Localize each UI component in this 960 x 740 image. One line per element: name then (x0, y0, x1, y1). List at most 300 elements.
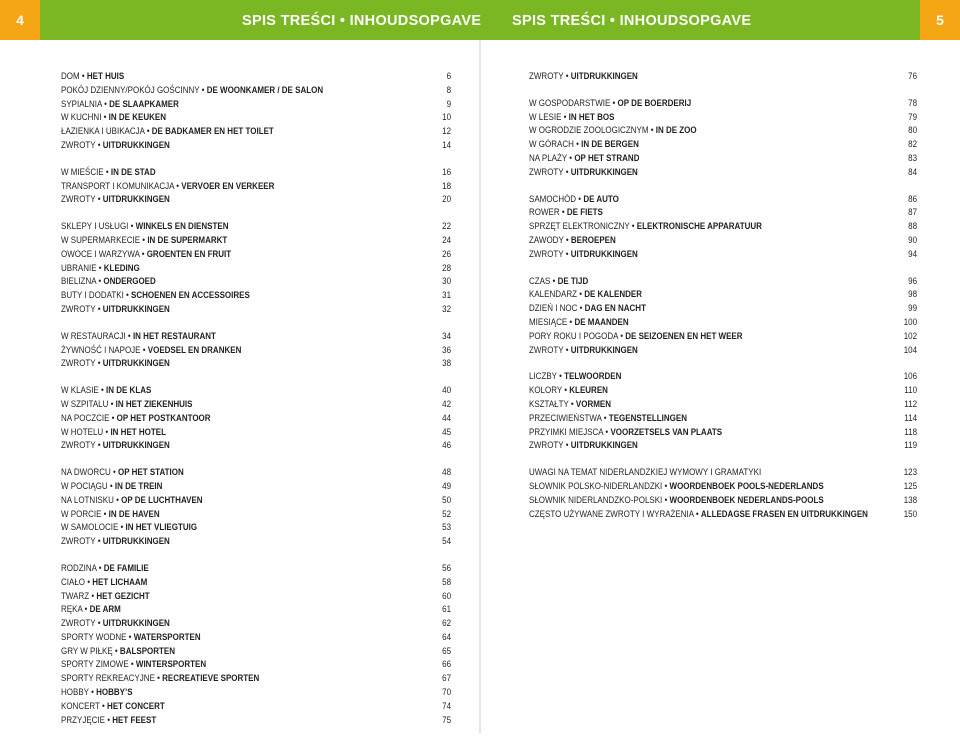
toc-entry-dutch: UITDRUKKINGEN (102, 618, 170, 629)
toc-entry-label (61, 234, 227, 248)
toc-entry-page: 86 (908, 193, 918, 204)
toc-entry-dutch: WOORDENBOEK NEDERLANDS-POOLS (669, 494, 824, 505)
toc-entry-label (529, 138, 639, 152)
toc-entry-page: 54 (442, 536, 452, 547)
toc-entry-dutch: IN HET ZIEKENHUIS (115, 398, 193, 409)
toc-entry[interactable] (61, 508, 451, 522)
toc-entry-dutch: OP HET STATION (118, 467, 184, 478)
toc-entry-label (61, 466, 184, 480)
toc-entry[interactable] (61, 166, 451, 180)
toc-entry[interactable] (61, 180, 451, 194)
toc-entry[interactable] (61, 686, 451, 700)
toc-entry-page: 66 (442, 659, 452, 670)
toc-entry-label (61, 426, 166, 440)
toc-entry-page: 9 (446, 98, 452, 109)
toc-entry-dutch: DE SEIZOENEN EN HET WEER (625, 330, 743, 341)
toc-entry[interactable] (529, 70, 917, 84)
toc-entry-page: 119 (904, 440, 918, 451)
toc-entry[interactable] (61, 111, 451, 125)
toc-entry[interactable] (61, 193, 451, 207)
toc-entry[interactable] (529, 494, 917, 508)
toc-entry-page: 34 (442, 330, 452, 341)
toc-entry-page: 75 (442, 714, 452, 725)
toc-entry-polish: NA LOTNISKU • (61, 494, 122, 505)
toc-entry-label (61, 275, 156, 289)
toc-entry-label (61, 166, 156, 180)
toc-entry-label (61, 562, 149, 576)
toc-entry-dutch: IN DE TREIN (114, 480, 163, 491)
toc-entry-page: 83 (908, 152, 918, 163)
toc-entry-page: 10 (442, 112, 452, 123)
toc-group (529, 97, 917, 180)
toc-entry-label (61, 494, 203, 508)
toc-entry-page: 50 (442, 494, 452, 505)
toc-entry-page: 104 (903, 344, 918, 355)
toc-entry-page: 70 (442, 687, 452, 698)
toc-entry-polish: ZWROTY • (529, 71, 571, 81)
toc-entry-polish: SYPIALNIA • (61, 98, 110, 109)
toc-entry-dutch: DE FIETS (566, 207, 603, 218)
toc-entry[interactable] (61, 412, 451, 426)
toc-entry-label (61, 590, 150, 604)
toc-entry-dutch: DE TIJD (557, 275, 589, 286)
toc-entry-dutch: BALSPORTEN (119, 645, 176, 656)
toc-entry-dutch: HET GEZICHT (96, 590, 150, 601)
toc-entry-polish: ZWROTY • (529, 166, 571, 177)
toc-entry-label (61, 439, 170, 453)
toc-entry-page: 53 (442, 522, 452, 533)
toc-group (529, 370, 917, 453)
toc-entry-page: 61 (442, 604, 452, 615)
toc-entry-page: 18 (442, 180, 452, 191)
toc-entry-page: 6 (446, 71, 452, 81)
toc-entry-page: 80 (908, 125, 918, 136)
toc-entry[interactable] (61, 139, 451, 153)
toc-entry-page: 48 (442, 467, 452, 478)
toc-entry[interactable] (529, 234, 917, 248)
toc-entry-label (529, 288, 642, 302)
toc-entry-page: 100 (903, 316, 918, 327)
toc-entry[interactable] (529, 275, 917, 289)
toc-entry-page: 114 (904, 412, 918, 423)
toc-entry-page: 79 (908, 111, 918, 122)
toc-entry-page: 82 (908, 139, 918, 150)
toc-entry-polish: SPORTY WODNE • (61, 631, 134, 642)
toc-entry-dutch: UITDRUKKINGEN (570, 440, 638, 451)
toc-entry-label (61, 508, 160, 522)
toc-entry[interactable] (529, 426, 917, 440)
toc-entry-label (529, 111, 614, 125)
toc-entry[interactable] (529, 97, 917, 111)
toc-entry[interactable] (61, 562, 451, 576)
toc-entry[interactable] (61, 631, 451, 645)
toc-entry[interactable] (529, 111, 917, 125)
toc-entry-dutch: DE WOONKAMER / DE SALON (206, 84, 324, 95)
header-bar (0, 0, 960, 40)
toc-entry-label (61, 384, 151, 398)
toc-entry-polish: PRZYIMKI MIEJSCA • (529, 426, 611, 437)
toc-entry-dutch: OP DE BOERDERIJ (617, 97, 692, 108)
toc-entry-polish: NA PLAŻY • (529, 152, 575, 163)
toc-entry-label (529, 494, 824, 508)
toc-entry-dutch: IN HET BOS (568, 111, 615, 122)
toc-entry-page: 76 (908, 71, 918, 81)
toc-entry[interactable] (529, 480, 917, 494)
toc-entry-label (61, 180, 274, 194)
toc-entry-page: 12 (442, 126, 452, 137)
toc-entry[interactable] (61, 672, 451, 686)
toc-entry[interactable] (61, 494, 451, 508)
toc-entry-label (529, 508, 868, 522)
toc-entry-polish: ŻYWNOŚĆ I NAPOJE • (61, 344, 148, 355)
toc-entry-page: 99 (908, 303, 918, 314)
toc-entry[interactable] (529, 412, 917, 426)
toc-entry[interactable] (529, 330, 917, 344)
right-page-title: SPIS TREŚCI • INHOUDSOPGAVE (512, 13, 752, 29)
toc-entry-dutch: KLEDING (103, 262, 140, 273)
toc-entry-page: 24 (442, 234, 452, 245)
toc-entry-dutch: IN DE STAD (110, 166, 156, 177)
toc-entry-dutch: UITDRUKKINGEN (570, 344, 638, 355)
toc-entry-page: 38 (442, 358, 452, 369)
toc-entry-polish: W SUPERMARKECIE • (61, 234, 148, 245)
toc-entry-label (61, 98, 179, 112)
toc-entry-polish: GRY W PIŁKĘ • (61, 645, 120, 656)
toc-entry[interactable] (61, 84, 451, 98)
toc-entry[interactable] (61, 275, 451, 289)
toc-entry-dutch: ONDERGOED (103, 276, 156, 287)
toc-entry[interactable] (61, 700, 451, 714)
toc-entry-polish: MIESIĄCE • (529, 316, 575, 327)
toc-entry-page: 32 (442, 303, 452, 314)
toc-entry-polish: RĘKA • (61, 604, 90, 615)
toc-entry[interactable] (61, 344, 451, 358)
toc-entry-page: 8 (446, 84, 452, 95)
toc-entry-polish: ZWROTY • (529, 344, 571, 355)
toc-entry-label (529, 302, 646, 316)
toc-entry-polish: ZAWODY • (529, 234, 571, 245)
toc-entry-polish: W MIEŚCIE • (61, 166, 111, 177)
toc-entry-dutch: DE ARM (89, 604, 121, 615)
toc-entry-label (529, 384, 608, 398)
toc-entry-polish: ZWROTY • (529, 248, 571, 259)
toc-entry-dutch: UITDRUKKINGEN (102, 194, 170, 205)
toc-entry-polish: ZWROTY • (61, 440, 103, 451)
toc-entry[interactable] (529, 344, 917, 358)
toc-group (61, 384, 451, 453)
toc-entry-dutch: TEGENSTELLINGEN (608, 412, 687, 423)
toc-entry[interactable] (529, 316, 917, 330)
toc-entry-label (529, 398, 611, 412)
toc-entry-polish: ŁAZIENKA I UBIKACJA • (61, 126, 152, 137)
toc-entry[interactable] (529, 124, 917, 138)
toc-entry-label (529, 97, 691, 111)
toc-entry[interactable] (61, 439, 451, 453)
toc-group (529, 466, 917, 521)
toc-entry-polish: W SZPITALU • (61, 398, 116, 409)
toc-group (529, 275, 917, 358)
toc-entry-dutch: OP DE LUCHTHAVEN (121, 494, 203, 505)
toc-entry-page: 102 (903, 330, 918, 341)
toc-entry-polish: KALENDARZ • (529, 289, 585, 300)
toc-entry[interactable] (61, 234, 451, 248)
toc-entry-polish: KSZTAŁTY • (529, 398, 576, 409)
toc-entry-label (61, 289, 250, 303)
toc-entry[interactable] (61, 125, 451, 139)
toc-entry-dutch: WINTERSPORTEN (135, 659, 207, 670)
toc-entry[interactable] (529, 398, 917, 412)
toc-entry-label (529, 439, 638, 453)
toc-entry-dutch: BEROEPEN (570, 234, 616, 245)
toc-entry-label (61, 631, 201, 645)
toc-group (61, 166, 451, 207)
toc-entry-dutch: UITDRUKKINGEN (102, 139, 170, 150)
toc-entry-page: 16 (442, 166, 452, 177)
toc-entry-polish: UBRANIE • (61, 262, 104, 273)
toc-entry-dutch: DE MAANDEN (574, 316, 629, 327)
toc-entry-page: 88 (908, 221, 918, 232)
toc-entry-label (529, 344, 638, 358)
toc-entry-label (529, 466, 761, 480)
toc-entry-dutch: UITDRUKKINGEN (570, 248, 638, 259)
toc-entry-label (529, 480, 824, 494)
toc-entry-polish: ROWER • (529, 207, 567, 218)
left-page-number: 4 (0, 0, 40, 40)
toc-entry-page: 22 (442, 221, 452, 232)
toc-entry-page: 44 (442, 412, 452, 423)
toc-entry-polish: ZWROTY • (61, 303, 103, 314)
toc-entry-label (529, 330, 743, 344)
toc-entry-dutch: DE FAMILIE (103, 562, 149, 573)
toc-entry-page: 67 (442, 673, 452, 684)
toc-entry-dutch: WINKELS EN DIENSTEN (135, 221, 229, 232)
toc-entry-page: 138 (903, 494, 918, 505)
toc-entry-polish: SŁOWNIK NIDERLANDZKO-POLSKI • (529, 494, 670, 505)
toc-entry-dutch: WOORDENBOEK POOLS-NEDERLANDS (669, 480, 824, 491)
toc-entry-label (61, 344, 241, 358)
toc-entry-label (61, 576, 147, 590)
toc-entry[interactable] (61, 645, 451, 659)
toc-entry-label (61, 700, 165, 714)
toc-entry[interactable] (529, 508, 917, 522)
toc-entry-page: 36 (442, 344, 452, 355)
toc-entry-page: 110 (904, 385, 918, 396)
toc-entry-label (529, 70, 638, 84)
toc-entry-dutch: IN HET VLIEGTUIG (125, 522, 198, 533)
toc-entry-label (529, 426, 722, 440)
toc-entry-label (529, 412, 687, 426)
toc-entry-polish: W GOSPODARSTWIE • (529, 97, 618, 108)
toc-entry-polish: UWAGI NA TEMAT NIDERLANDZKIEJ WYMOWY I GRAMATYKI (529, 467, 762, 478)
toc-left-column (61, 70, 451, 740)
toc-entry-dutch: UITDRUKKINGEN (102, 440, 170, 451)
toc-entry-page: 14 (442, 139, 452, 150)
toc-entry[interactable] (529, 206, 917, 220)
toc-entry-page: 58 (442, 576, 452, 587)
toc-entry-label (61, 248, 231, 262)
toc-entry[interactable] (529, 152, 917, 166)
toc-entry[interactable] (61, 262, 451, 276)
toc-entry[interactable] (529, 166, 917, 180)
toc-group (61, 70, 451, 153)
toc-entry-dutch: IN HET HOTEL (110, 426, 166, 437)
toc-entry-dutch: UITDRUKKINGEN (102, 303, 170, 314)
toc-group (61, 466, 451, 549)
toc-right-column (529, 70, 917, 534)
toc-entry-label (61, 193, 170, 207)
toc-entry[interactable] (61, 576, 451, 590)
toc-entry[interactable] (61, 714, 451, 728)
toc-entry[interactable] (529, 384, 917, 398)
toc-entry[interactable] (61, 303, 451, 317)
toc-entry-label (61, 330, 216, 344)
toc-entry-dutch: DE BADKAMER EN HET TOILET (151, 126, 274, 137)
toc-entry-dutch: WATERSPORTEN (133, 631, 201, 642)
toc-entry-dutch: DAG EN NACHT (584, 303, 646, 314)
page-gutter (479, 40, 481, 733)
toc-entry[interactable] (61, 384, 451, 398)
toc-entry-dutch: ALLEDAGSE FRASEN EN UITDRUKKINGEN (700, 508, 868, 519)
toc-entry[interactable] (61, 535, 451, 549)
toc-entry[interactable] (529, 193, 917, 207)
toc-group (61, 330, 451, 371)
toc-entry-polish: BIELIZNA • (61, 276, 104, 287)
toc-entry-page: 150 (903, 508, 918, 519)
toc-entry-polish: PRZECIWIEŃSTWA • (529, 412, 609, 423)
toc-entry-label (61, 645, 175, 659)
toc-entry-dutch: VERVOER EN VERKEER (181, 180, 275, 191)
toc-entry-polish: ZWROTY • (529, 440, 571, 451)
toc-entry[interactable] (61, 658, 451, 672)
toc-entry-dutch: ELEKTRONISCHE APPARATUUR (636, 221, 762, 232)
toc-entry-polish: ZWROTY • (61, 358, 103, 369)
toc-entry-polish: W GÓRACH • (529, 139, 582, 150)
toc-entry-label (61, 603, 121, 617)
toc-entry-label (529, 234, 616, 248)
toc-entry-polish: PORY ROKU I POGODA • (529, 330, 626, 341)
toc-entry[interactable] (61, 98, 451, 112)
toc-entry-dutch: IN DE KEUKEN (108, 112, 166, 123)
toc-entry[interactable] (61, 617, 451, 631)
toc-group (61, 562, 451, 728)
toc-entry-polish: W LESIE • (529, 111, 569, 122)
toc-entry-dutch: UITDRUKKINGEN (102, 358, 170, 369)
toc-entry-page: 65 (442, 645, 452, 656)
toc-entry-label (529, 193, 619, 207)
toc-entry-polish: KONCERT • (61, 700, 108, 711)
toc-entry-label (61, 535, 170, 549)
toc-entry-dutch: IN DE BERGEN (581, 139, 639, 150)
toc-entry[interactable] (529, 220, 917, 234)
toc-entry-polish: ZWROTY • (61, 139, 103, 150)
toc-entry-page: 20 (442, 194, 452, 205)
toc-entry-label (61, 521, 197, 535)
toc-entry-label (61, 617, 170, 631)
toc-entry[interactable] (61, 220, 451, 234)
toc-entry-polish: SAMOCHÓD • (529, 193, 584, 204)
toc-entry-page: 96 (908, 275, 918, 286)
toc-group (529, 70, 917, 84)
toc-entry-dutch: UITDRUKKINGEN (570, 166, 638, 177)
toc-entry[interactable] (529, 439, 917, 453)
toc-entry-polish: KOLORY • (529, 385, 570, 396)
toc-entry[interactable] (61, 521, 451, 535)
toc-entry-polish: NA DWORCU • (61, 467, 119, 478)
toc-entry[interactable] (61, 398, 451, 412)
toc-entry-dutch: UITDRUKKINGEN (102, 536, 170, 547)
toc-entry-label (529, 206, 603, 220)
toc-entry-polish: CZAS • (529, 275, 558, 286)
toc-entry-label (529, 124, 697, 138)
toc-entry-dutch: DE SLAAPKAMER (109, 98, 179, 109)
toc-entry[interactable] (61, 603, 451, 617)
toc-entry-page: 94 (908, 248, 918, 259)
toc-entry-label (61, 262, 140, 276)
toc-entry-dutch: GROENTEN EN FRUIT (146, 248, 232, 259)
toc-entry-page: 42 (442, 398, 452, 409)
toc-entry[interactable] (529, 138, 917, 152)
toc-entry-label (61, 672, 259, 686)
toc-entry[interactable] (529, 466, 917, 480)
toc-entry-label (529, 220, 762, 234)
toc-entry[interactable] (529, 302, 917, 316)
toc-entry[interactable] (61, 357, 451, 371)
toc-entry-label (61, 139, 170, 153)
toc-entry-dutch: IN DE SUPERMARKT (147, 234, 228, 245)
toc-entry-page: 56 (442, 562, 452, 573)
toc-entry-dutch: HET HUIS (86, 71, 125, 81)
toc-entry-dutch: HET FEEST (112, 714, 157, 725)
toc-entry-page: 45 (442, 426, 452, 437)
toc-group (529, 193, 917, 262)
toc-entry-page: 52 (442, 508, 452, 519)
toc-entry-page: 62 (442, 618, 452, 629)
toc-entry-dutch: IN DE ZOO (655, 125, 697, 136)
toc-entry-polish: SŁOWNIK POLSKO-NIDERLANDZKI • (529, 480, 670, 491)
toc-entry-polish: HOBBY • (61, 687, 97, 698)
toc-entry-polish: W POCIĄGU • (61, 480, 115, 491)
toc-entry-label (61, 70, 124, 84)
toc-entry-label (61, 84, 323, 98)
toc-entry-page: 31 (442, 290, 452, 301)
toc-entry-page: 123 (903, 467, 918, 478)
toc-entry-polish: W KLASIE • (61, 385, 107, 396)
toc-entry[interactable] (61, 426, 451, 440)
toc-entry-polish: TWARZ • (61, 590, 97, 601)
toc-entry[interactable] (529, 288, 917, 302)
toc-entry-page: 49 (442, 480, 452, 491)
toc-entry[interactable] (61, 480, 451, 494)
toc-entry-label (529, 316, 629, 330)
toc-entry[interactable] (61, 289, 451, 303)
toc-entry[interactable] (61, 590, 451, 604)
toc-entry-polish: W OGRODZIE ZOOLOGICZNYM • (529, 125, 656, 136)
toc-entry-dutch: IN HET RESTAURANT (132, 330, 216, 341)
left-page-title: SPIS TREŚCI • INHOUDSOPGAVE (242, 13, 482, 29)
toc-entry-dutch: OP HET STRAND (574, 152, 640, 163)
toc-entry[interactable] (61, 70, 451, 84)
toc-entry-polish: SPORTY ZIMOWE • (61, 659, 136, 670)
toc-entry[interactable] (61, 248, 451, 262)
toc-entry[interactable] (529, 248, 917, 262)
toc-entry-dutch: UITDRUKKINGEN (570, 71, 638, 81)
toc-entry-page: 64 (442, 631, 452, 642)
toc-entry-page: 125 (903, 480, 918, 491)
toc-entry[interactable] (61, 330, 451, 344)
toc-entry-dutch: OP HET POSTKANTOOR (116, 412, 211, 423)
toc-entry[interactable] (61, 466, 451, 480)
toc-entry[interactable] (529, 370, 917, 384)
